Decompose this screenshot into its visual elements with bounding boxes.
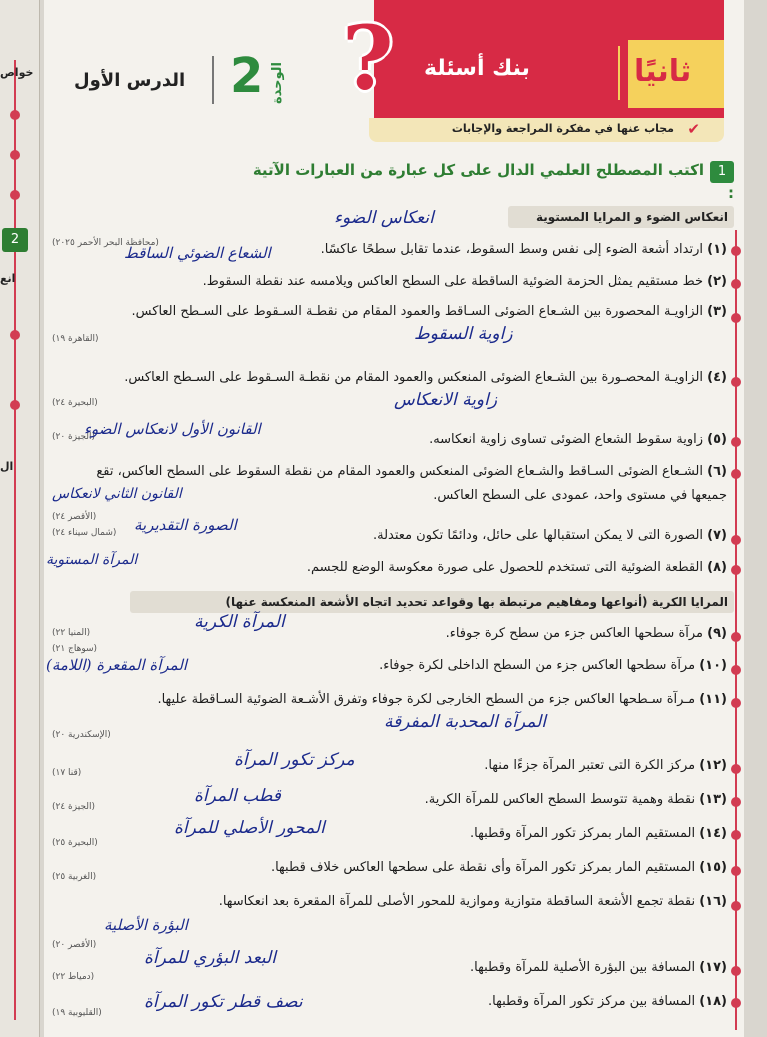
adjacent-badge: 2: [2, 228, 28, 252]
item-dot: [731, 764, 741, 774]
list-item: [414, 822, 727, 846]
adjacent-rail: [14, 60, 16, 1020]
list-item: [64, 270, 727, 294]
answers-note-strip: [369, 118, 724, 142]
item-dot: [731, 377, 741, 387]
list-item: [334, 524, 727, 548]
unit-number: 2: [230, 48, 264, 104]
checkmark-icon: ✔: [687, 120, 700, 138]
section-heading-spherical: المرايا الكرية (أنواعها ومفاهيم مرتبطة بها وقواعد تحديد اتجاه الأشعة المنعكسة عنها): [130, 591, 734, 613]
handwritten-answer: المرآة الكرية: [194, 612, 285, 632]
item-dot: [731, 698, 741, 708]
item-number: (١٥): [699, 860, 727, 875]
item-text: نقطة وهمية تتوسط السطح العاكس للمرآة الكرية.: [424, 792, 696, 807]
adjacent-dot: [10, 330, 20, 340]
handwritten-answer: قطب المرآة: [194, 786, 281, 806]
item-source: (الجيزة ٢٤): [52, 802, 96, 812]
handwritten-answer: المحور الأصلي للمرآة: [174, 818, 325, 838]
item-source: (الجيزة ٢٠): [52, 432, 96, 442]
item-text: المسافة بين البؤرة الأصلية للمرآة وقطبها.: [470, 960, 696, 975]
item-source: (الأقصر ٢٠): [52, 940, 97, 950]
item-dot: [731, 901, 741, 911]
item-text: المستقيم المار بمركز تكور المرآة وقطبها.: [470, 826, 696, 841]
item-text: الزاويـة المحصـورة بين الشـعاع الضوئى المنعكس والعمود المقام من نقطـة السـقوط على السـطح العاكس.: [124, 370, 704, 385]
question-heading: [244, 160, 734, 202]
list-item: [284, 654, 727, 678]
handwritten-answer: المرآة المقعرة (اللامة): [46, 656, 188, 674]
banner-label: ثانيًا: [634, 54, 692, 89]
list-item: [404, 956, 727, 980]
unit-label: الوحدة: [270, 62, 285, 105]
item-text: ارتداد أشعة الضوء إلى نفس وسط السقوط، عندما تقابل سطحًا عاكسًا.: [320, 242, 704, 257]
list-item: [424, 990, 727, 1014]
adjacent-dot: [10, 400, 20, 410]
adjacent-word-low: ال: [0, 460, 14, 473]
item-dot: [731, 830, 741, 840]
item-dot: [731, 665, 741, 675]
item-dot: [731, 469, 741, 479]
item-source: (القاهرة ١٩): [52, 334, 99, 344]
item-source: (سوهاج ٢١): [52, 644, 98, 654]
handwritten-answer: الشعاع الضوئي الساقط: [124, 244, 271, 262]
list-item: [414, 754, 727, 778]
item-text: نقطة تجمع الأشعة الساقطة متوازية وموازية للمحور الأصلى للمرآة المقعرة بعد انعكاسها.: [218, 894, 696, 909]
item-text: مركز الكرة التى تعتبر المرآة جزءًا منها.: [484, 758, 696, 773]
handwritten-answer: المرآة المستوية: [46, 552, 138, 568]
handwritten-answer: مركز تكور المرآة: [234, 750, 355, 770]
item-dot: [731, 246, 741, 256]
item-dot: [731, 632, 741, 642]
item-text: الصورة التى لا يمكن استقبالها على حائل، ودائمًا تكون معتدلة.: [372, 528, 704, 543]
banner-title: بنك أسئلة: [424, 56, 530, 81]
item-dot: [731, 797, 741, 807]
item-number: (٦): [707, 464, 727, 479]
item-text: القطعة الضوئية التى تستخدم للحصول على صورة معكوسة الوضع للجسم.: [306, 560, 704, 575]
header-divider: [212, 56, 214, 104]
item-text: مرآة سطحها العاكس جزء من سطح كرة جوفاء.: [445, 626, 704, 641]
item-number: (١٨): [699, 994, 727, 1009]
item-number: (٧): [707, 528, 727, 543]
item-text: زاوية سقوط الشعاع الضوئى تساوى زاوية انعكاسه.: [429, 432, 704, 447]
adjacent-dot: [10, 190, 20, 200]
item-source: (دمياط ٢٢): [52, 972, 95, 982]
item-source: (البحيرة ٢٥): [52, 838, 98, 848]
adjacent-page-edge: [0, 0, 40, 1037]
handwritten-answer: البؤرة الأصلية: [104, 916, 188, 934]
list-item: [64, 366, 727, 390]
list-item: [52, 890, 727, 914]
item-number: (١٢): [699, 758, 727, 773]
question-text: اكتب المصطلح العلمي الدال على كل عبارة من العبارات الآتية :: [252, 161, 734, 202]
item-text: المسافة بين مركز تكور المرآة وقطبها.: [488, 994, 696, 1009]
item-dot: [731, 279, 741, 289]
question-mark-icon: ?: [342, 6, 394, 110]
item-source: (الأقصر ٢٤): [52, 512, 97, 522]
item-number: (٨): [707, 560, 727, 575]
handwritten-answer: انعكاس الضوء: [334, 208, 434, 228]
item-source: (البحيرة ٢٤): [52, 398, 98, 408]
item-number: (١٠): [699, 658, 727, 673]
question-number: 1: [710, 161, 734, 183]
item-number: (٩): [707, 626, 727, 641]
item-dot: [731, 437, 741, 447]
list-item: [344, 428, 727, 452]
item-source: (قنا ١٧): [52, 768, 82, 778]
item-source: (المنيا ٢٢): [52, 628, 91, 638]
item-number: (١٤): [699, 826, 727, 841]
item-number: (٣): [707, 304, 727, 319]
item-dot: [731, 866, 741, 876]
item-source: (الإسكندرية ٢٠): [52, 730, 111, 740]
handwritten-answer: الصورة التقديرية: [134, 516, 237, 534]
item-number: (٥): [707, 432, 727, 447]
list-item: [314, 622, 727, 646]
item-number: (١٦): [699, 894, 727, 909]
list-item: [144, 856, 727, 880]
page-header: [44, 0, 744, 150]
lesson-title: الدرس الأول: [74, 70, 186, 91]
textbook-page: [44, 0, 744, 1037]
answers-note: مجاب عنها في مفكرة المراجعة والإجابات: [451, 122, 674, 135]
handwritten-answer: نصف قطر تكور المرآة: [144, 992, 303, 1012]
list-item: [52, 688, 727, 712]
handwritten-answer: المرآة المحدبة المفرقة: [384, 712, 546, 732]
item-number: (١١): [699, 692, 727, 707]
adjacent-word-top: خواص: [0, 66, 34, 79]
item-text: المستقيم المار بمركز تكور المرآة وأى نقطة على سطحها العاكس خلاف قطبها.: [270, 860, 696, 875]
item-text: مرآة سطحها العاكس جزء من السطح الداخلى لكرة جوفاء.: [379, 658, 696, 673]
handwritten-answer: البعد البؤري للمرآة: [144, 948, 276, 968]
item-number: (١): [707, 242, 727, 257]
adjacent-word-mid: انع: [0, 272, 16, 285]
list-item: [64, 300, 727, 324]
item-text: الشـعاع الضوئى السـاقط والشـعاع الضوئى المنعكس والعمود المقام من نقطة السقوط على السطح العاكس، تقع جميعها في مستوى واحد، عمودى على السطح العاكس.: [96, 464, 727, 503]
list-item: [184, 556, 727, 580]
item-number: (٢): [707, 274, 727, 289]
item-dot: [731, 535, 741, 545]
list-item: [374, 788, 727, 812]
item-text: مـرآة سـطحها العاكس جزء من السطح الخارجى لكرة جوفاء وتفرق الأشـعة الضوئية السـاقطة عليها.: [157, 692, 696, 707]
adjacent-dot: [10, 110, 20, 120]
item-number: (٤): [707, 370, 727, 385]
handwritten-answer: القانون الثاني لانعكاس: [52, 486, 182, 502]
handwritten-answer: زاوية السقوط: [414, 324, 513, 344]
item-dot: [731, 966, 741, 976]
item-dot: [731, 998, 741, 1008]
item-source: (الغربية ٢٥): [52, 872, 97, 882]
item-number: (١٣): [699, 792, 727, 807]
handwritten-answer: القانون الأول لانعكاس الضوء: [84, 420, 261, 438]
section-heading-reflection: انعكاس الضوء و المرايا المستوية: [508, 206, 734, 228]
item-text: الزاويـة المحصورة بين الشـعاع الضوئى السـاقط والعمود المقام من نقطـة السـقوط على السـطح العاكس.: [131, 304, 704, 319]
item-text: خط مستقيم يمثل الحزمة الضوئية الساقطة على السطح العاكس ويلامسه عند نقطة السقوط.: [202, 274, 704, 289]
item-source: (محافظة البحر الأحمر ٢٠٢٥): [52, 238, 159, 248]
item-dot: [731, 565, 741, 575]
adjacent-dot: [10, 150, 20, 160]
handwritten-answer: زاوية الانعكاس: [394, 390, 498, 410]
item-number: (١٧): [699, 960, 727, 975]
item-source: (القليوبية ١٩): [52, 1008, 102, 1018]
item-dot: [731, 313, 741, 323]
item-source: (شمال سيناء ٢٤): [52, 528, 117, 538]
banner-divider: [618, 46, 620, 100]
